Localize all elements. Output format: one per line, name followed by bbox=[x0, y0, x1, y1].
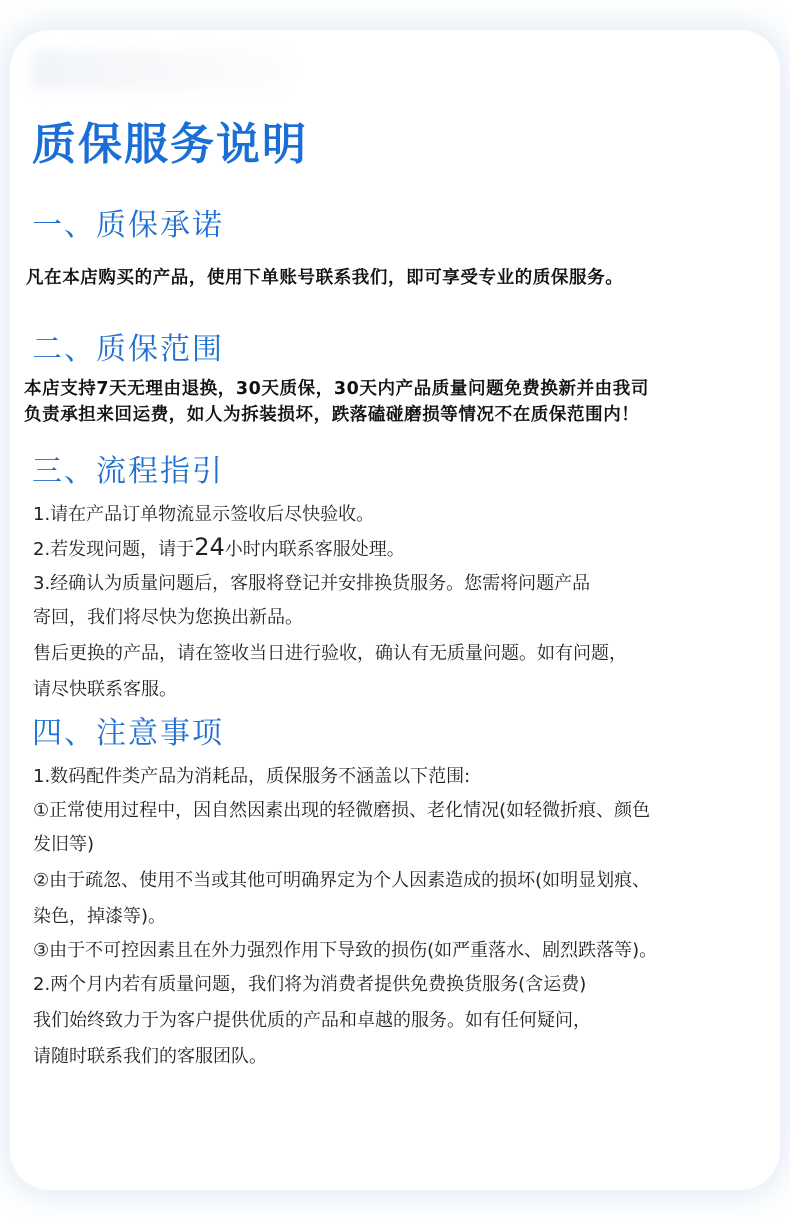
blurred-header-decoration bbox=[30, 50, 290, 90]
process-step-3-line-2: 寄回，我们将尽快为您换出新品。 bbox=[33, 607, 303, 628]
closing-line-1: 我们始终致力于为客户提供优质的产品和卓越的服务。如有任何疑问， bbox=[33, 1010, 591, 1031]
page-title: 质保服务说明 bbox=[32, 119, 308, 170]
notes-subitem-1-line-2: 发旧等) bbox=[33, 834, 95, 855]
commitment-text: 凡在本店购买的产品，使用下单账号联系我们，即可享受专业的质保服务。 bbox=[26, 268, 624, 288]
notes-item-1: 1.数码配件类产品为消耗品，质保服务不涵盖以下范围: bbox=[33, 766, 471, 787]
process-step-2-suffix: 小时内联系客服处理。 bbox=[224, 539, 405, 560]
notes-item-2: 2.两个月内若有质量问题，我们将为消费者提供免费换货服务(含运费) bbox=[33, 974, 587, 995]
closing-line-2: 请随时联系我们的客服团队。 bbox=[33, 1046, 267, 1067]
process-step-3-line-1: 3.经确认为质量问题后，客服将登记并安排换货服务。您需将问题产品 bbox=[33, 573, 591, 594]
notes-subitem-3: ③由于不可控因素且在外力强烈作用下导致的损伤(如严重落水、剧烈跌落等)。 bbox=[33, 940, 658, 961]
notes-subitem-1-line-1: ①正常使用过程中，因自然因素出现的轻微磨损、老化情况(如轻微折痕、颜色 bbox=[33, 800, 651, 821]
process-step-2 bbox=[33, 533, 405, 561]
section-heading-commitment: 一、质保承诺 bbox=[32, 208, 224, 243]
section-heading-notes: 四、注意事项 bbox=[32, 716, 224, 751]
notes-subitem-2-line-1: ②由于疏忽、使用不当或其他可明确界定为个人因素造成的损坏(如明显划痕、 bbox=[33, 870, 651, 891]
scope-text-line-1: 本店支持7天无理由退换，30天质保，30天内产品质量问题免费换新并由我司 bbox=[24, 379, 649, 399]
scope-text-line-2: 负责承担来回运费，如人为拆装损坏，跌落磕碰磨损等情况不在质保范围内！ bbox=[24, 405, 640, 425]
process-note-line-2: 请尽快联系客服。 bbox=[33, 679, 177, 700]
notes-subitem-2-line-2: 染色，掉漆等)。 bbox=[33, 906, 167, 927]
section-heading-scope: 二、质保范围 bbox=[32, 332, 224, 367]
process-note-line-1: 售后更换的产品，请在签收当日进行验收，确认有无质量问题。如有问题， bbox=[33, 643, 627, 664]
process-step-2-hours: 24 bbox=[194, 533, 225, 561]
section-heading-process: 三、流程指引 bbox=[32, 454, 224, 489]
process-step-1: 1.请在产品订单物流显示签收后尽快验收。 bbox=[33, 504, 375, 525]
process-step-2-prefix: 2.若发现问题，请于 bbox=[33, 539, 195, 560]
